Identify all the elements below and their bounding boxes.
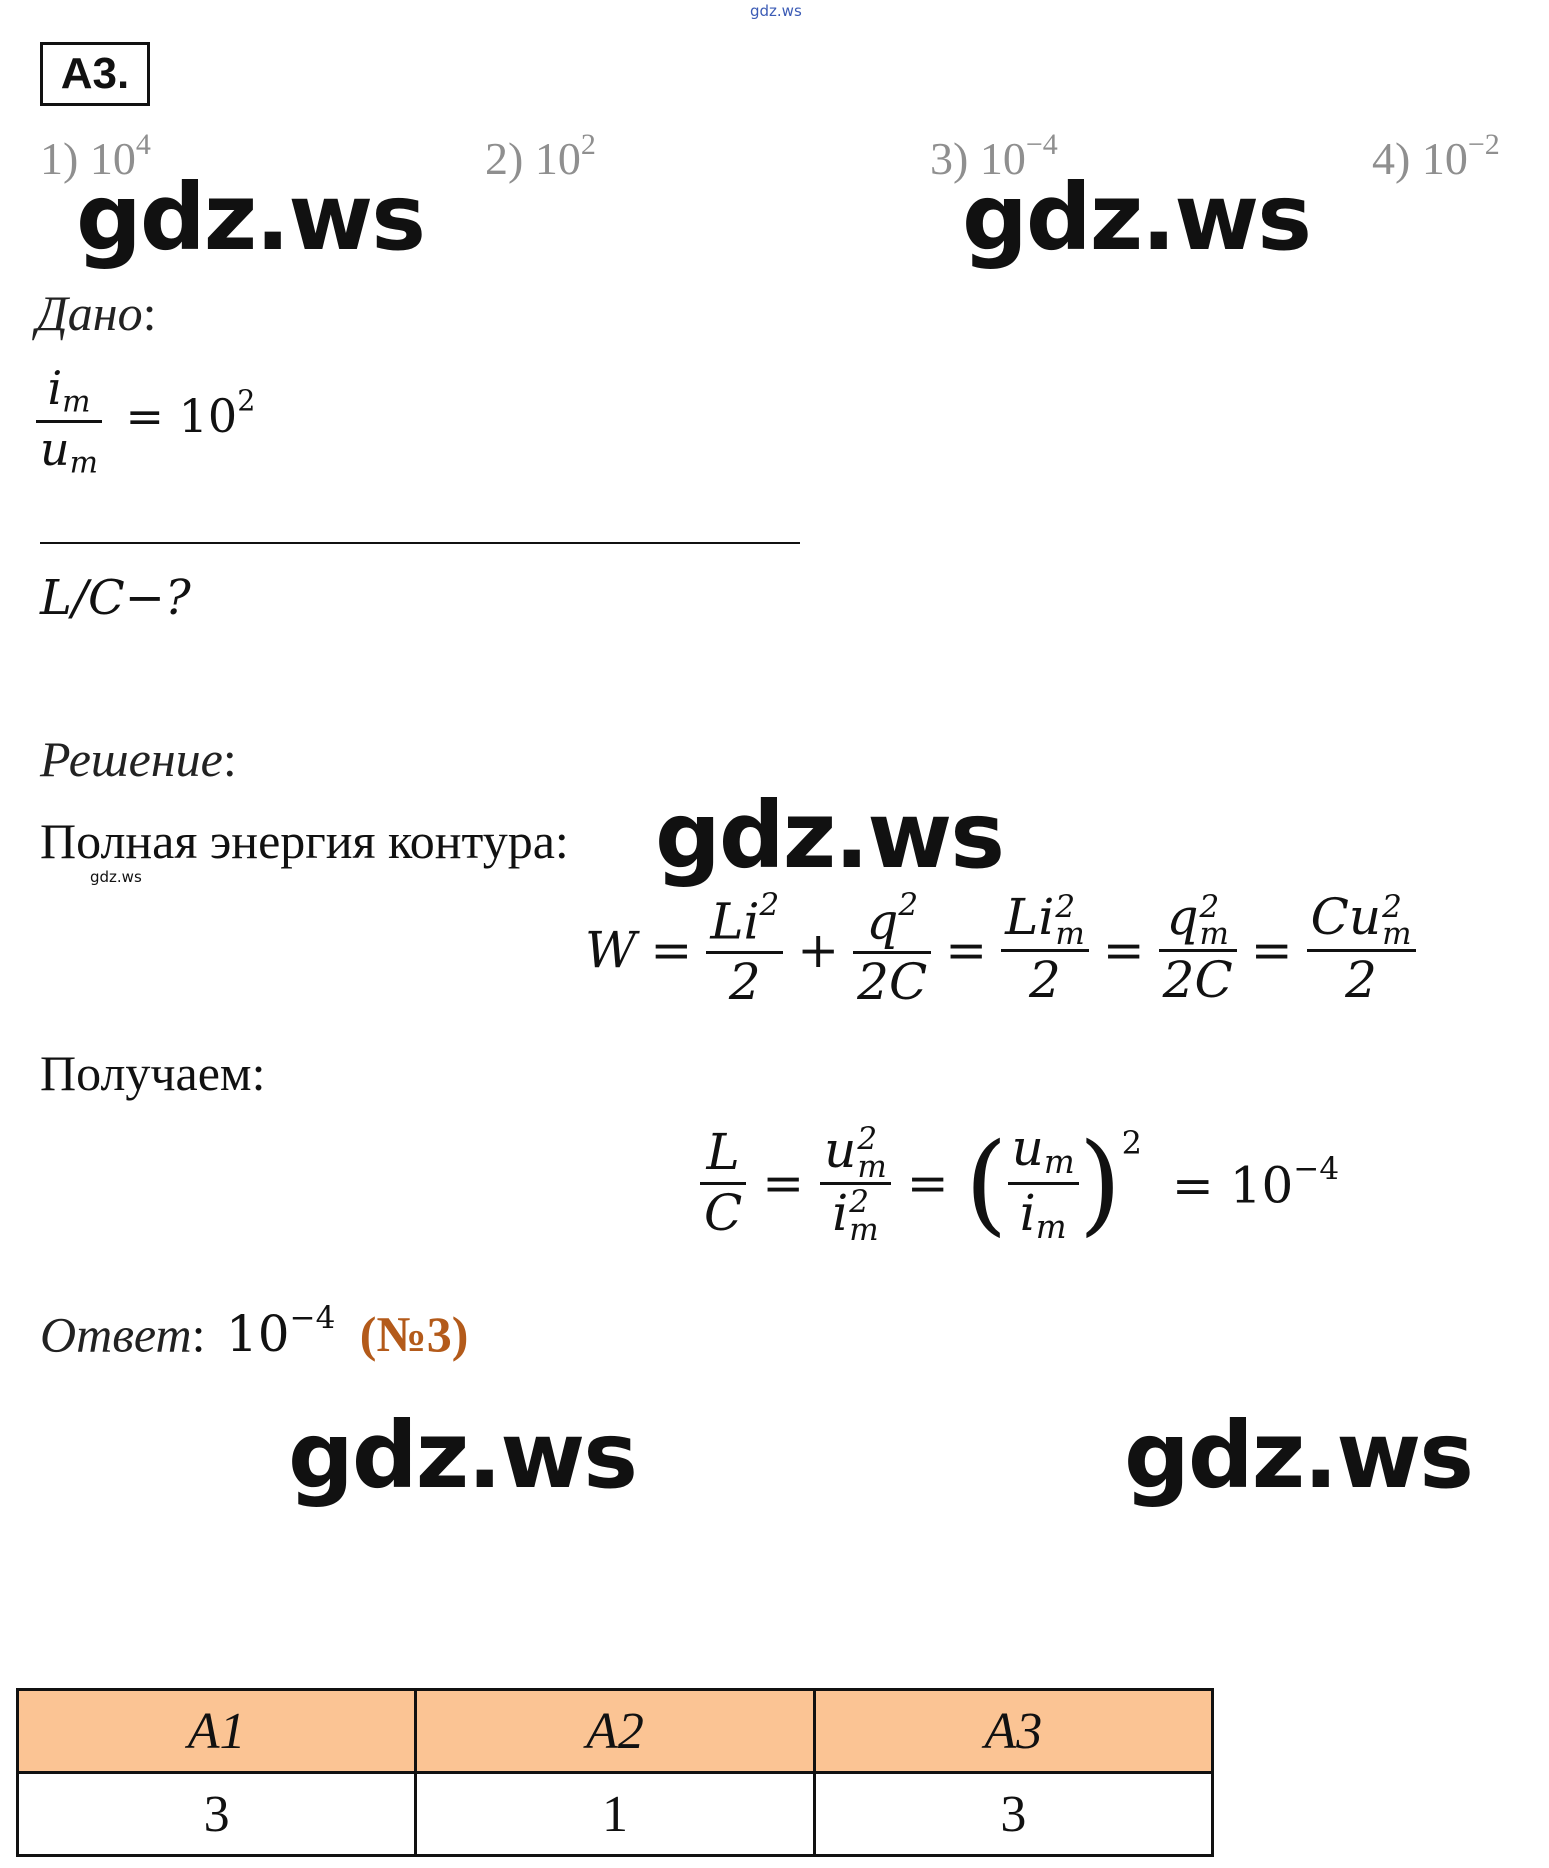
watermark-big-4: gdz.ws <box>288 1402 636 1509</box>
term-4-scripts <box>1199 888 1229 953</box>
option-4 <box>1372 128 1500 185</box>
answer-heading: Ответ <box>40 1306 192 1363</box>
lc-eq-1: = <box>762 1154 805 1212</box>
lc-formula <box>700 1120 1339 1246</box>
formula-w-term-5 <box>1307 889 1416 1009</box>
lc-f3-num-var: u <box>1011 1119 1044 1177</box>
given-rhs-exp: 2 <box>237 384 256 418</box>
given-den-var: u <box>40 421 70 476</box>
given-den-sub: m <box>69 445 98 481</box>
answer-table <box>16 1688 1214 1857</box>
term-4-sub: m <box>1199 916 1229 953</box>
answer-table-header-a3: A3 <box>814 1690 1212 1773</box>
solution-heading <box>40 730 237 788</box>
answer-table-header-row <box>18 1690 1213 1773</box>
watermark-small: gdz.ws <box>90 868 142 886</box>
watermark-big-5: gdz.ws <box>1124 1402 1472 1509</box>
term-1-num-var: Li <box>710 892 760 951</box>
lc-paren-exp: 2 <box>1121 1124 1142 1162</box>
given-heading <box>36 284 157 342</box>
given-fraction <box>36 362 102 481</box>
watermark-big-3: gdz.ws <box>655 782 1003 889</box>
term-3-sub: m <box>1055 916 1085 953</box>
term-2-num-var: q <box>866 892 899 951</box>
given-ratio <box>36 362 255 481</box>
term-5-exp: 2 <box>1382 888 1402 925</box>
formula-w-term-1 <box>706 888 783 1011</box>
given-rhs <box>125 384 256 443</box>
formula-w-eq-3: = <box>1102 920 1145 979</box>
option-2 <box>485 128 596 185</box>
term-3-scripts <box>1055 888 1085 953</box>
option-4-exp: −2 <box>1467 128 1500 161</box>
lc-lhs-num: L <box>706 1123 740 1181</box>
term-5-num-var: Cu <box>1310 888 1382 947</box>
term-4-exp: 2 <box>1199 888 1220 925</box>
solution-line-1: Полная энергия контура: <box>40 813 569 869</box>
lc-f3-den-var: i <box>1019 1183 1036 1242</box>
lc-f2-num <box>820 1120 891 1185</box>
answer-table-header-a2: A2 <box>416 1690 814 1773</box>
lc-f2-num-exp: 2 <box>857 1120 878 1157</box>
term-4-num <box>1162 888 1232 953</box>
formula-w-eq-4: = <box>1250 920 1293 979</box>
lc-result <box>1172 1151 1339 1214</box>
given-num-sub: m <box>62 384 91 420</box>
term-1-num-exp: 2 <box>759 887 780 923</box>
option-4-base: 4) 10 <box>1372 133 1468 184</box>
formula-w-term-3 <box>1001 889 1089 1009</box>
lc-paren-group <box>965 1120 1142 1246</box>
given-divider <box>40 542 800 544</box>
solution-line-2: Получаем: <box>40 1045 266 1101</box>
term-3-den: 2 <box>1029 951 1061 1010</box>
option-1-base: 1) 10 <box>40 133 136 184</box>
answer-value-exp: −4 <box>289 1300 336 1336</box>
given-fraction-den <box>36 423 102 481</box>
term-1-num <box>706 888 783 951</box>
solution-heading-text: Решение <box>40 731 223 787</box>
task-label: А3. <box>40 42 150 106</box>
formula-w-eq-1: = <box>650 920 693 979</box>
answer-table-values-row <box>18 1773 1213 1856</box>
term-5-scripts <box>1382 888 1412 953</box>
option-3-base: 3) 10 <box>930 133 1026 184</box>
formula-w-plus: + <box>797 920 840 979</box>
lc-fraction-2 <box>820 1120 891 1248</box>
answer-table-header-a1: A1 <box>18 1690 416 1773</box>
answer-table-value-a2: 1 <box>416 1773 814 1856</box>
lc-f3-num <box>1008 1120 1079 1182</box>
energy-formula <box>585 888 1416 1011</box>
answer-table-value-a3: 3 <box>814 1773 1212 1856</box>
answer-colon: : <box>191 1306 206 1363</box>
answer-line <box>40 1300 468 1363</box>
given-heading-text: Дано <box>36 285 143 341</box>
given-heading-colon: : <box>142 285 157 341</box>
given-rhs-base: = 10 <box>125 388 238 443</box>
term-2-num <box>862 888 922 951</box>
term-5-den: 2 <box>1345 951 1377 1010</box>
lc-paren-right: ) <box>1078 1119 1122 1247</box>
formula-w-lhs: W <box>585 920 637 979</box>
option-3-exp: −4 <box>1025 128 1058 161</box>
term-4-num-var: q <box>1166 888 1199 947</box>
solution-heading-colon: : <box>222 731 237 787</box>
lc-f3-den <box>1016 1185 1071 1247</box>
term-1-den: 2 <box>728 952 761 1011</box>
formula-w-eq-2: = <box>945 920 988 979</box>
lc-f3-num-sub: m <box>1043 1143 1075 1182</box>
lc-f2-den-sub: m <box>849 1211 879 1248</box>
lc-paren-left: ( <box>964 1119 1008 1247</box>
lc-result-base: = 10 <box>1171 1156 1294 1215</box>
given-num-var: i <box>47 361 63 415</box>
option-2-base: 2) 10 <box>485 133 581 184</box>
answer-value <box>225 1300 336 1364</box>
formula-w-term-4 <box>1159 889 1237 1009</box>
watermark-big-2: gdz.ws <box>962 164 1310 271</box>
lc-fraction-3 <box>1008 1120 1079 1246</box>
term-3-num <box>1001 888 1089 953</box>
formula-w-term-2 <box>853 888 931 1011</box>
lc-f2-den <box>828 1183 882 1248</box>
watermark-top: gdz.ws <box>750 2 802 20</box>
term-5-sub: m <box>1382 916 1412 953</box>
answer-value-base: 10 <box>225 1305 290 1364</box>
term-3-exp: 2 <box>1055 888 1076 925</box>
lc-f2-den-exp: 2 <box>849 1183 869 1220</box>
term-3-num-var: Li <box>1005 888 1055 947</box>
lc-f3-den-sub: m <box>1035 1207 1067 1246</box>
term-2-num-exp: 2 <box>898 887 919 923</box>
option-2-exp: 2 <box>580 128 596 161</box>
option-1-exp: 4 <box>135 128 151 161</box>
lc-f2-num-var: u <box>824 1120 857 1179</box>
lc-lhs <box>700 1124 746 1242</box>
answer-tag: (№3) <box>359 1306 469 1363</box>
term-4-den: 2C <box>1162 951 1233 1010</box>
lc-f2-num-scripts <box>857 1120 887 1185</box>
lc-eq-2: = <box>906 1154 949 1212</box>
answer-table-value-a1: 3 <box>18 1773 416 1856</box>
term-2-den: 2C <box>857 952 928 1011</box>
given-fraction-num <box>43 362 94 420</box>
term-5-num <box>1307 888 1416 953</box>
lc-f2-den-scripts <box>849 1183 879 1248</box>
lc-f2-num-sub: m <box>857 1148 887 1185</box>
lc-result-exp: −4 <box>1293 1151 1340 1188</box>
lc-lhs-den: C <box>704 1183 743 1242</box>
lc-f2-den-var: i <box>832 1183 849 1242</box>
watermark-big-1: gdz.ws <box>76 164 424 271</box>
given-find: L/C−? <box>40 570 191 626</box>
